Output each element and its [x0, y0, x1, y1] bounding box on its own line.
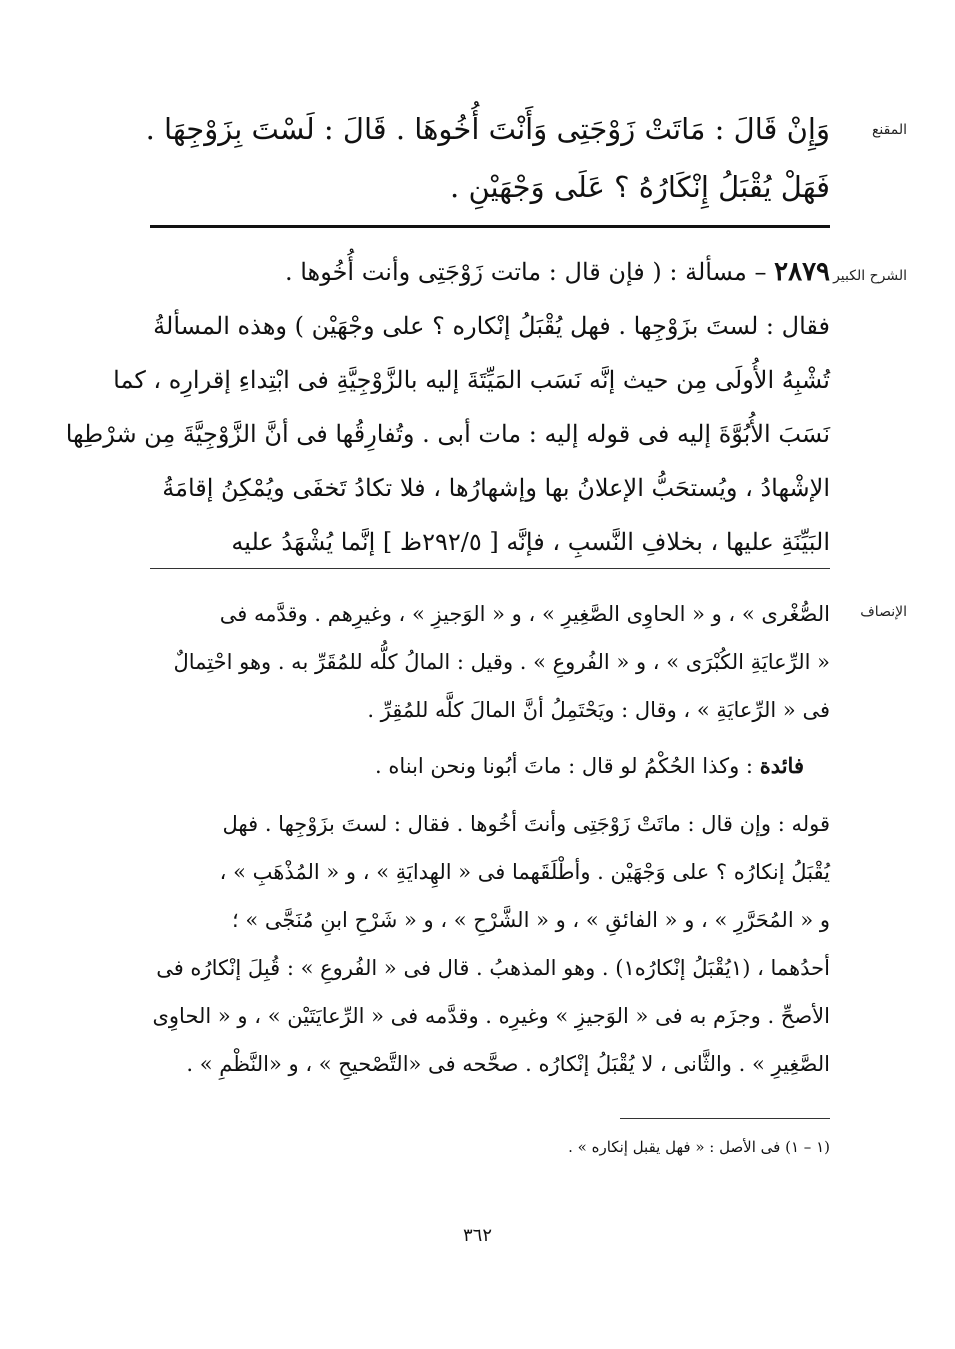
section-divider-thick [150, 225, 830, 228]
section-divider-thin [150, 568, 830, 569]
sharh-line-2: فقال : لستَ بزَوْجِها . فهل يُقْبَلُ إنْكاره ؟ على وجْهَيْن ) وهذه المسألةُ [153, 312, 830, 340]
section-label-sharh: الشرح الكبير [833, 268, 907, 284]
insaf-line-1: الصُّغْرى » ، و « الحاوِى الصَّغِيرِ » ، و « الوَجيزِ » ، وغيرِهم . وقدَّمه فى [219, 602, 830, 626]
qawl-line-4: أحدُهما ، (١يُقْبَلُ إنْكارُه١) . وهو المذهبُ . قال فى « الفُروعِ » : قُبِلَ إنْكارُه فى [156, 956, 830, 980]
sharh-line-4: نَسَبَ الأُبُوَّةَ إليه فى قوله إليه : مات أبى . وتُفارِقُها فى أنَّ الزَّوْجِيَّةَ مِن شرْطِها [65, 420, 830, 448]
sharh-line-1 [150, 245, 830, 299]
faida-label: فائدة [759, 753, 804, 778]
sharh-line-6: البَيِّنَةِ عليها ، بخلافِ النَّسبِ ، فإنَّه [ ٢٩٢/٥ظ ] إنَّما يُشْهَدُ عليه [231, 528, 830, 556]
qawl-line-2: يُقْبَلُ إنكارُه ؟ على وَجْهَيْن . وأطْلَقَهما فى « الهِدايَةِ » ، و « المُذْهَبِ » ، [219, 860, 830, 884]
sharh-line-5: الإشْهادُ ، ويُستحَبُّ الإعلانُ بها وإشهارُها ، فلا تكادُ تَخفَى ويُمْكِنُ إقامَةُ [162, 474, 830, 502]
qawl-line-6: الصَّغِيرِ » . والثَّانى ، لا يُقْبَلُ إنْكارُه . صحَّحه فى «التَّصْحيحِ » ، و «النَّظْمِ » . [186, 1052, 830, 1076]
masala-number: ٢٨٧٩ [774, 257, 830, 287]
qawl-line-5: الأصحِّ . وجزَم به فى « الوَجيزِ » وغيرِه . وقدَّمه فى « الرِّعايَتَيْن » ، و « الحاوِى [152, 1004, 830, 1028]
footnote-divider [620, 1118, 830, 1119]
page-number: ٣٦٢ [462, 1225, 492, 1246]
section-label-insaf: الإنصاف [860, 604, 907, 620]
footnote: (١ – ١) فى الأصل : « فهل يقبل إنكاره » . [568, 1138, 830, 1156]
insaf-line-3: فى « الرِّعايَةِ » ، وقال : ويَحْتَمِلُ أنَّ المالَ كلَّه للمُقِرِّ . [367, 698, 830, 722]
sharh-text [65, 245, 830, 569]
muqni-line-2: فَهَلْ يُقْبَلُ إِنْكَارُهُ ؟ عَلَى وَجْهَيْنِ . [450, 170, 830, 204]
sharh-line-3: تُشْبِهُ الأُولَى مِن حيث إنَّه نَسَب المَيِّتَةَ إليه بالزَّوْجِيَّةِ فى ابْتِداءِ إقرارِه ، كما [113, 366, 830, 394]
muqni-line-1: وَإِنْ قَالَ : مَاتَتْ زَوْجَتِى وَأَنْتَ أُخُوهَا . قَالَ : لَسْتَ بِزَوْجِهَا . [145, 112, 830, 146]
muqni-text [145, 100, 830, 216]
qawl-line-3: و « المُحَرَّرِ » ، و « الفائقِ » ، و « الشَّرْحِ » ، و « شَرْحِ ابنِ مُنَجَّى » ؛ [232, 908, 830, 932]
sharh-first-line: – مسألة : ( فإن قال : ماتت زَوْجَتِى وأنت أُخُوها . [284, 258, 767, 286]
section-label-muqni: المقنع [871, 122, 907, 138]
faida-text: : وكذا الحُكْمُ لو قال : ماتَ أبُونا ونحن ابناه . [374, 754, 753, 778]
faida-line [150, 742, 830, 790]
insaf-text [150, 590, 830, 1088]
insaf-line-2: « الرِّعايَةِ الكُبْرَى » ، و « الفُروعِ » . وقيل : المالُ كلُّه للمُقَرِّ به . وهو احْتِمالٌ [173, 650, 830, 674]
qawl-line-1: قوله : وإن قال : ماتَتْ زَوْجَتِى وأنتَ أخُوها . فقال : لستَ بزَوْجِها . فهل [222, 812, 830, 836]
